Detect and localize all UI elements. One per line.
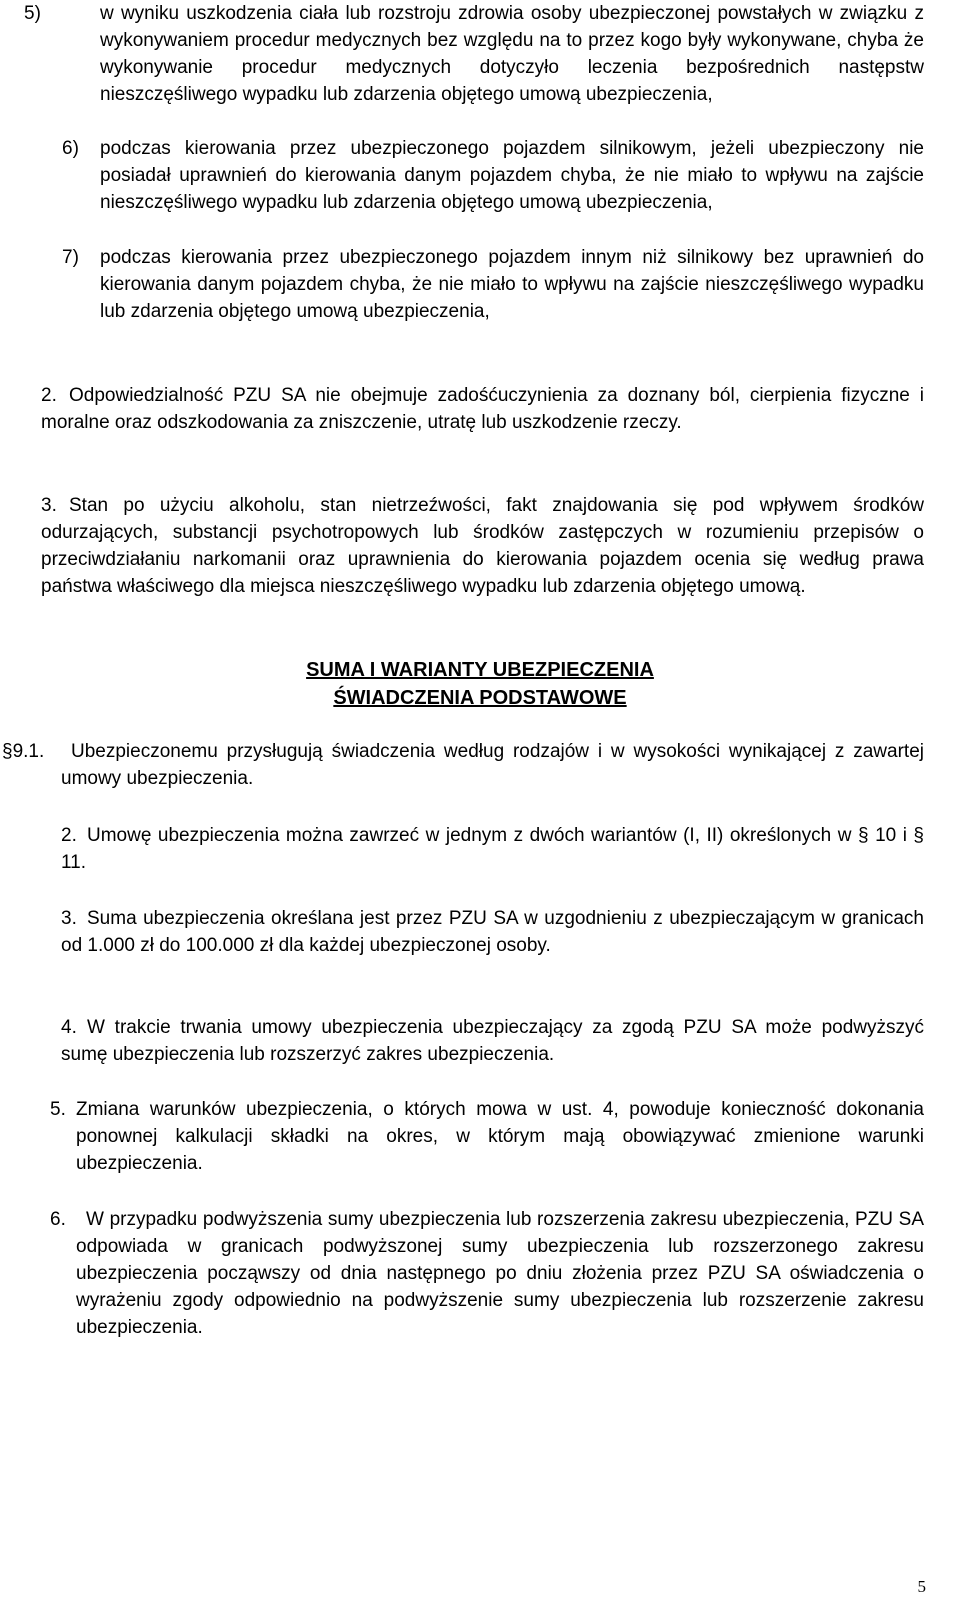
list-item-6 <box>62 135 924 216</box>
paragraph-9-4 <box>61 1014 924 1068</box>
paragraph-9-1 <box>2 738 924 792</box>
list-item-5: 5) w wyniku uszkodzenia ciała lub rozstroju zdrowia osoby ubezpieczonej powstałych w związku z wykonywaniem procedur medycznych bez względu na to przez kogo były wykonywane, chyba że wykonywanie procedur medycznych dotyczyło leczenia bezpośrednich następstw nieszczęśliwego wypadku lub zdarzenia objętego umową ubezpieczenia, <box>62 0 924 108</box>
heading-line-1: SUMA I WARIANTY UBEZPIECZENIA <box>306 659 654 681</box>
item-number: 3. <box>41 495 57 516</box>
heading-line-2: ŚWIADCZENIA PODSTAWOWE <box>333 687 627 709</box>
section-heading <box>0 656 960 712</box>
item-number: §9.1. <box>2 741 45 762</box>
paragraph-9-2 <box>61 822 924 876</box>
item-text: Zmiana warunków ubezpieczenia, o których mowa w ust. 4, powoduje konieczność dokonania ponownej kalkulacji składki na okres, w którym mają obowiązywać zmienione warunki ubezpieczenia. <box>76 1099 924 1174</box>
item-text: Odpowiedzialność PZU SA nie obejmuje zadośćuczynienia za doznany ból, cierpienia fizyczne i moralne oraz odszkodowania za zniszczenie, utratę lub uszkodzenie rzeczy. <box>41 385 924 433</box>
item-number: 3. <box>61 908 77 929</box>
item-text: Ubezpieczonemu przysługują świadczenia według rodzajów i w wysokości wynikającej z zawartej umowy ubezpieczenia. <box>61 741 924 789</box>
paragraph-9-5 <box>50 1096 924 1177</box>
item-number: 7) <box>62 247 79 268</box>
paragraph-3 <box>15 492 924 600</box>
paragraph-9-6 <box>50 1206 924 1341</box>
page-number: 5 <box>917 1577 926 1596</box>
item-text: Stan po użyciu alkoholu, stan nietrzeźwości, fakt znajdowania się pod wpływem środków odurzających, substancji psychotropowych lub środków zastępczych w rozumieniu przepisów o przeciwdziałaniu narkomanii oraz uprawnienia do kierowania pojazdem ocenia się według prawa państwa właściwego dla miejsca nieszczęśliwego wypadku lub zdarzenia objętego umową. <box>41 495 924 597</box>
item-text: podczas kierowania przez ubezpieczonego pojazdem silnikowym, jeżeli ubezpieczony nie posiadał uprawnień do kierowania danym pojazdem chyba, że nie miało to wpływu na zajście nieszczęśliwego wypadku lub zdarzenia objętego umową ubezpieczenia, <box>100 138 924 213</box>
item-text: Umowę ubezpieczenia można zawrzeć w jednym z dwóch wariantów (I, II) określonych w § 10 i § 11. <box>61 825 924 873</box>
item-text: W przypadku podwyższenia sumy ubezpieczenia lub rozszerzenia zakresu ubezpieczenia, PZU SA odpowiada w granicach podwyższonej sumy ubezpieczenia lub rozszerzonego zakresu ubezpieczenia począwszy od dnia następnego po dniu złożenia przez PZU SA oświadczenia o wyrażeniu zgody odpowiednio na podwyższenie sumy ubezpieczenia lub rozszerzenie zakresu ubezpieczenia. <box>76 1209 924 1338</box>
item-number: 6. <box>50 1209 66 1230</box>
paragraph-2 <box>15 382 924 436</box>
item-number: 2. <box>41 385 57 406</box>
item-number: 6) <box>62 138 79 159</box>
item-text: w wyniku uszkodzenia ciała lub rozstroju zdrowia osoby ubezpieczonej powstałych w związku z wykonywaniem procedur medycznych bez względu na to przez kogo były wykonywane, chyba że wykonywanie procedur medycznych dotyczyło leczenia bezpośrednich następstw nieszczęśliwego wypadku lub zdarzenia objętego umową ubezpieczenia, <box>100 3 924 105</box>
item-text: podczas kierowania przez ubezpieczonego pojazdem innym niż silnikowy bez uprawnień do kierowania danym pojazdem chyba, że nie miało to wpływu na zajście nieszczęśliwego wypadku lub zdarzenia objętego umową ubezpieczenia, <box>100 247 924 322</box>
item-text: W trakcie trwania umowy ubezpieczenia ubezpieczający za zgodą PZU SA może podwyższyć sumę ubezpieczenia lub rozszerzyć zakres ubezpieczenia. <box>61 1017 924 1065</box>
item-number: 4. <box>61 1017 77 1038</box>
item-number: 2. <box>61 825 77 846</box>
list-item-7 <box>62 244 924 325</box>
item-text: Suma ubezpieczenia określana jest przez PZU SA w uzgodnieniu z ubezpieczającym w granicach od 1.000 zł do 100.000 zł dla każdej ubezpieczonej osoby. <box>61 908 924 956</box>
paragraph-9-3 <box>61 905 924 959</box>
item-number: 5. <box>50 1099 66 1120</box>
